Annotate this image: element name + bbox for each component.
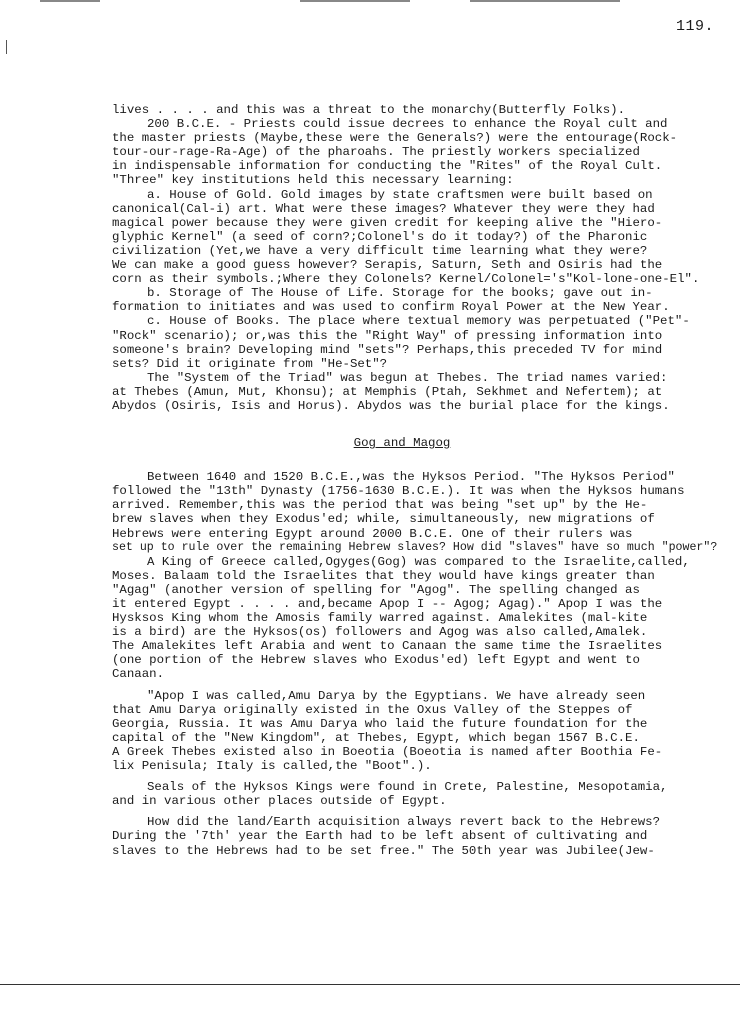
text-line: and in various other places outside of Egypt. [112,794,447,809]
scan-artifact [40,0,100,2]
text-line: lix Penisula; Italy is called,the "Boot".). [112,759,432,774]
paragraph-gap [112,682,692,689]
text-line: b. Storage of The House of Life. Storage for the books; gave out in- [147,286,653,301]
text-line: During the '7th' year the Earth had to be left absent of cultivating and [112,829,648,844]
text-line: Hebrews were entering Egypt around 2000 B.C.E. One of their rulers was [112,526,633,541]
text-line: that Amu Darya originally existed in the Oxus Valley of the Steppes of [112,702,633,717]
text-line: formation to initiates and was used to confirm Royal Power at the New Year. [112,300,670,315]
text-line: Abydos (Osiris, Isis and Horus). Abydos was the burial place for the kings. [112,398,670,413]
text-line: slaves to the Hebrews had to be set free." The 50th year was Jubilee(Jew- [112,843,655,858]
scan-artifact [470,0,620,2]
text-line: in indispensable information for conducting the "Rites" of the Royal Cult. [112,159,663,174]
text-line: "Apop I was called,Amu Darya by the Egyptians. We have already seen [147,688,646,703]
text-line: capital of the "New Kingdom", at Thebes, Egypt, which began 1567 B.C.E. [112,730,640,745]
text-line: We can make a good guess however? Serapis, Saturn, Seth and Osiris had the [112,258,663,273]
scan-artifact [300,0,410,2]
text-line: A Greek Thebes existed also in Boeotia (Boeotia is named after Boothia Fe- [112,744,663,759]
text-line: set up to rule over the remaining Hebrew slaves? How did "slaves" have so much "power"? [112,540,718,554]
text-line: the master priests (Maybe,these were the Generals?) were the entourage(Rock- [112,131,678,146]
body-text [112,103,718,858]
text-line: a. House of Gold. Gold images by state craftsmen were built based on [147,187,653,202]
text-line: civilization (Yet,we have a very difficult time learning what they were? [112,243,648,258]
text-line: Georgia, Russia. It was Amu Darya who laid the future foundation for the [112,716,648,731]
paragraph-gap [112,773,692,780]
text-line: someone's brain? Developing mind "sets"? Perhaps,this preceded TV for mind [112,342,663,357]
text-line: The Amalekites left Arabia and went to Canaan the same time the Israelites [112,639,663,654]
text-line: brew slaves when they Exodus'ed; while, simultaneously, new migrations of [112,512,655,527]
text-line: (one portion of the Hebrew slaves who Exodus'ed) left Egypt and went to [112,653,640,668]
text-line: canonical(Cal-i) art. What were these images? Whatever they were they had [112,201,655,216]
text-line: tour-our-rage-Ra-Age) of the pharoahs. The priestly workers specialized [112,145,640,160]
text-line: magical power because they were given credit for keeping alive the "Hiero- [112,215,663,230]
text-line: lives . . . . and this was a threat to the monarchy(Butterfly Folks). [112,103,626,117]
text-line: is a bird) are the Hyksos(os) followers and Agog was also called,Amalek. [112,625,648,640]
bottom-rule [0,984,740,985]
text-line: Canaan. [112,667,165,682]
text-line: arrived. Remember,this was the period that was being "set up" by the He- [112,498,648,513]
text-line: c. House of Books. The place where textual memory was perpetuated ("Pet"- [147,314,690,329]
text-line: "Agag" (another version of spelling for "Agog". The spelling changed as [112,582,640,597]
paragraph-gap [112,808,692,815]
text-line: How did the land/Earth acquisition always revert back to the Hebrews? [147,815,661,830]
text-line: "Rock" scenario); or,was this the "Right Way" of pressing information into [112,328,663,343]
text-line: sets? Did it originate from "He-Set"? [112,356,388,371]
page-number: 119. [675,18,714,35]
text-line: Hysksos King whom the Amosis family warred against. Amalekites (mal-kite [112,611,648,626]
text-line: followed the "13th" Dynasty (1756-1630 B.C.E.). It was when the Hyksos humans [112,484,685,499]
text-line: glyphic Kernel" (a seed of corn?;Colonel's do it today?) of the Pharonic [112,229,648,244]
section-heading: Gog and Magog [353,436,451,451]
text-line: A King of Greece called,Ogyges(Gog) was compared to the Israelite,called, [147,554,690,569]
text-line: at Thebes (Amun, Mut, Khonsu); at Memphis (Ptah, Sekhmet and Nefertem); at [112,384,663,399]
text-line: 200 B.C.E. - Priests could issue decrees to enhance the Royal cult and [147,117,668,132]
text-line: Seals of the Hyksos Kings were found in Crete, Palestine, Mesopotamia, [147,780,668,795]
text-line: Moses. Balaam told the Israelites that they would have kings greater than [112,568,655,583]
section-heading-row [112,436,692,450]
text-line: it entered Egypt . . . . and,became Apop I -- Agog; Agag)." Apop I was the [112,597,663,611]
text-line: Between 1640 and 1520 B.C.E.,was the Hyksos Period. "The Hyksos Period" [147,470,675,485]
text-line: "Three" key institutions held this necessary learning: [112,173,514,188]
text-line: The "System of the Triad" was begun at Thebes. The triad names varied: [147,370,668,385]
text-line: corn as their symbols.;Where they Colonels? Kernel/Colonel='s"Kol-lone-one-El". [112,272,700,287]
scan-artifact [6,40,7,54]
